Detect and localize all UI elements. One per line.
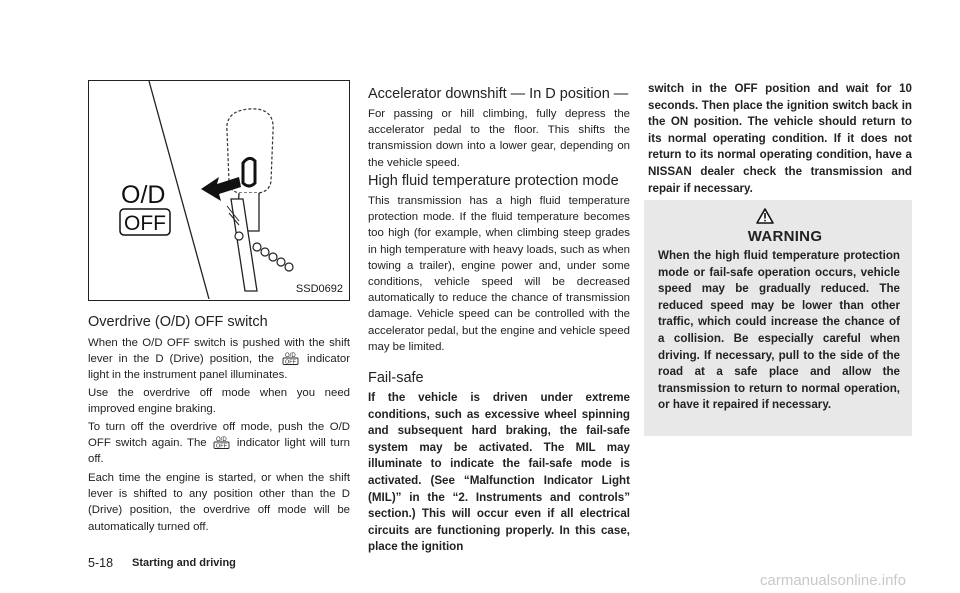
od-label: O/D	[121, 181, 166, 209]
shift-lever-illustration	[89, 81, 348, 299]
svg-text:OFF: OFF	[216, 443, 228, 450]
paragraph-accelerator-downshift: For passing or hill climbing, fully depress the accelerator pedal to the floor. This shifts the transmission down into a lower gear, depending on the vehicle speed.	[368, 108, 630, 169]
svg-text:O/D: O/D	[284, 353, 296, 360]
svg-text:OFF: OFF	[284, 359, 296, 366]
warning-header	[644, 214, 912, 245]
svg-text:O/D: O/D	[216, 437, 227, 444]
heading-od-off-switch: Overdrive (O/D) OFF switch	[88, 314, 268, 330]
paragraph-od-switch-3b: indicator light will turn off.	[88, 437, 351, 466]
paragraph-od-switch-2: Use the overdrive off mode when you need improved engine braking.	[88, 387, 350, 416]
heading-fail-safe: Fail-safe	[368, 370, 424, 386]
od-off-indicator-icon	[282, 351, 299, 365]
paragraph-od-switch-4: Each time the engine is started, or when the shift lever is shifted to any position other than the D (Drive) position, the overdrive off mode will be automatically turned off.	[88, 472, 350, 533]
warning-box	[644, 200, 912, 436]
watermark: carmanualsonline.info	[760, 572, 906, 589]
paragraph-high-fluid-temp: This transmission has a high fluid temperature protection mode. If the fluid temperature becomes too high (for example, when climbing steep grades in high temperature with heavy loads, such as when towing a trailer), engine power and, under some conditions, vehicle speed will be decreased automatically to reduce the chance of transmission damage. Vehicle speed can be controlled with the accelerator pedal, but the engine and vehicle speed may be limited.	[368, 195, 630, 353]
paragraph-od-switch-1a: When the O/D OFF switch is pushed with the shift lever in the D (Drive) position, the	[88, 337, 350, 366]
paragraph-od-switch-1	[88, 335, 350, 384]
od-off-switch-figure	[88, 80, 350, 301]
paragraph-od-switch-1b: indicator light in the instrument panel illuminates.	[88, 353, 351, 382]
paragraph-ignition-switch: switch in the OFF position and wait for 10 seconds. Then place the ignition switch back in the ON position. The vehicle should return to its normal operating condition. If it does not return to its normal operating condition, have a NISSAN dealer check the transmission and repair if necessary.	[648, 82, 912, 195]
heading-high-fluid-temp: High fluid temperature protection mode	[368, 173, 619, 189]
section-name: Starting and driving	[132, 557, 236, 569]
paragraph-od-switch-3	[88, 419, 350, 468]
heading-accelerator-downshift: Accelerator downshift — In D position —	[368, 86, 629, 102]
warning-triangle-icon	[756, 208, 774, 224]
page-number: 5-18	[88, 556, 114, 570]
paragraph-fail-safe: If the vehicle is driven under extreme conditions, such as excessive wheel spinning and subsequent hard braking, the fail-safe system may be activated. The MIL may illuminate to indicate the fail-safe mode is activated. (See “Malfunction Indicator Light (MIL)” in the “2. Instruments and controls” section.) This will occur even if all electrical circuits are functioning properly. In this case, place the ignition	[368, 391, 630, 554]
warning-title: WARNING	[747, 228, 823, 245]
od-off-indicator-icon	[213, 435, 230, 449]
warning-text: When the high fluid temperature protection mode or fail-safe operation occurs, vehicle speed may be gradually reduced. The reduced speed may be lower than other traffic, which could increase the chance of a collision. Be especially careful when driving. If necessary, pull to the side of the road at a safe place and allow the transmission to return to normal operation, or have it repaired if necessary.	[658, 249, 900, 412]
paragraph-od-switch-3a: To turn off the overdrive off mode, push the O/D OFF switch again. The	[88, 421, 350, 450]
figure-caption: SSD0692	[295, 283, 343, 295]
off-label: OFF	[124, 212, 166, 235]
